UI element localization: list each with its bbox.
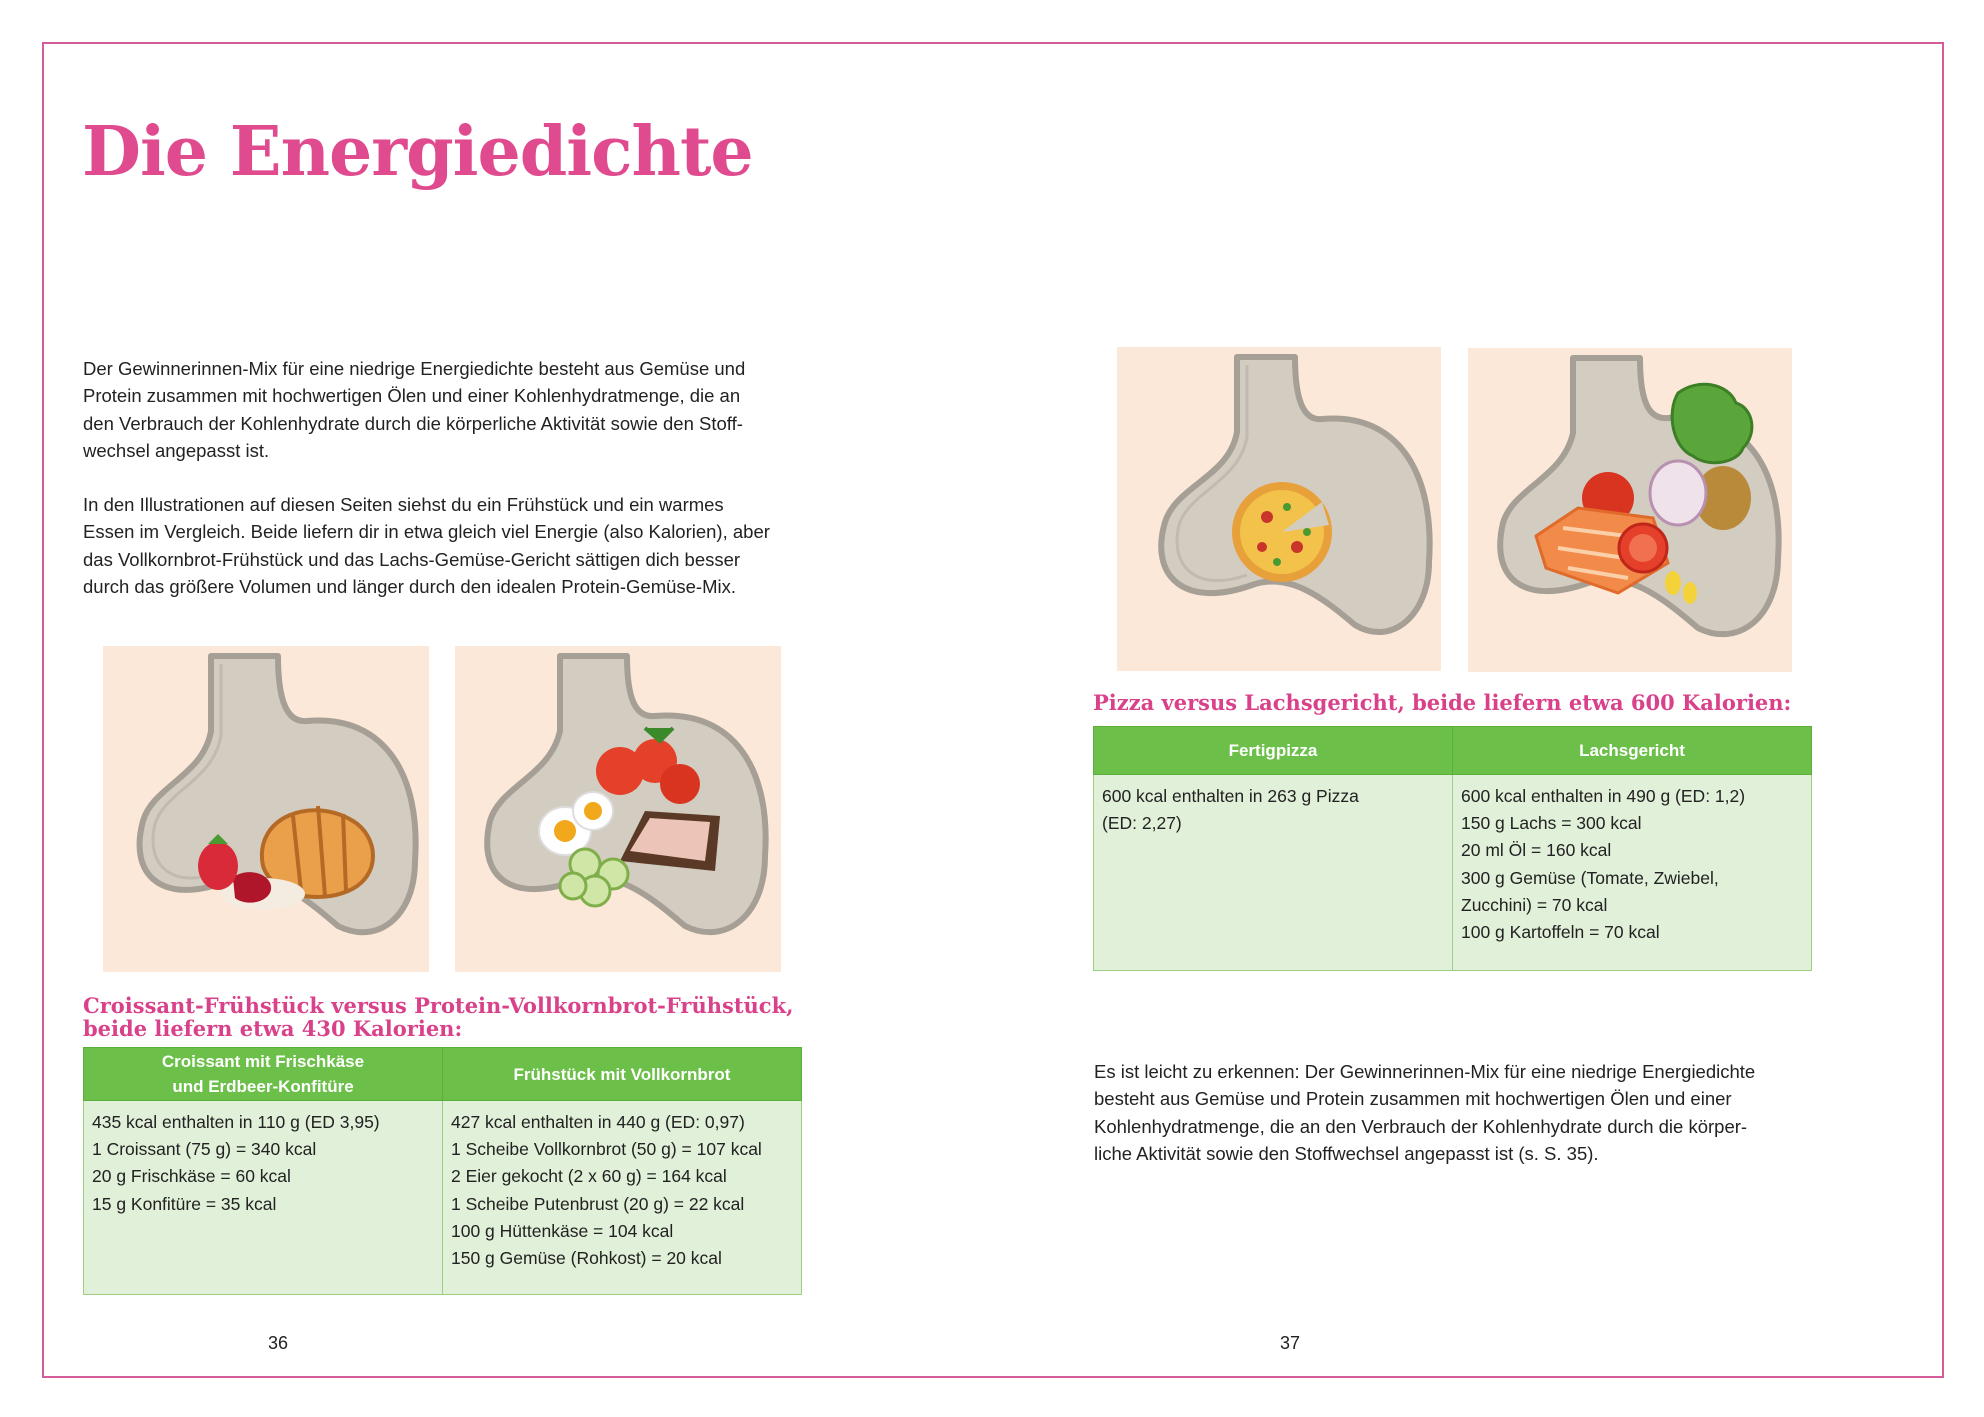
- dinner-caption: Pizza versus Lachsgericht, beide liefern etwa 600 Kalorien:: [1093, 690, 1792, 715]
- breakfast-caption: Croissant-Frühstück versus Protein-Vollkornbrot-Frühstück, beide liefern etwa 430 Kalorien:: [83, 993, 794, 1041]
- dinner-col1-cell: 600 kcal enthalten in 263 g Pizza (ED: 2,27): [1094, 775, 1453, 971]
- page-number-right: 37: [1280, 1333, 1301, 1353]
- breakfast-col2-cell: 427 kcal enthalten in 440 g (ED: 0,97) 1 Scheibe Vollkornbrot (50 g) = 107 kcal 2 Eier gekocht (2 x 60 g) = 164 kcal 1 Scheibe Putenbrust (20 g) = 22 kcal 100 g Hüttenkäse = 104 kcal 150 g Gemüse (Rohkost) = 20 kcal: [443, 1101, 802, 1295]
- page-title: Die Energiedichte: [82, 112, 753, 192]
- intro-paragraph-2: In den Illustrationen auf diesen Seiten siehst du ein Frühstück und ein warmes Essen im Vergleich. Beide liefern dir in etwa gleich viel Energie (also Kalorien), aber das Vollkornbrot-Frühstück und das Lachs-Gemüse-Gericht sättigen dich besser durch das größere Volumen und länger durch den idealen Protein-Gemüse-Mix.: [83, 494, 770, 597]
- conclusion-paragraph: Es ist leicht zu erkennen: Der Gewinnerinnen-Mix für eine niedrige Energiedichte besteht aus Gemüse und Protein zusammen mit hochwertigen Ölen und einer Kohlenhydratmenge, die an den Verbrauch der Kohlenhydrate durch die körper- liche Aktivität sowie den Stoffwechsel angepasst ist (s. S. 35).: [1094, 1061, 1756, 1164]
- salmon-stomach-illustration: [1468, 348, 1792, 672]
- breakfast-col1-cell: 435 kcal enthalten in 110 g (ED 3,95) 1 Croissant (75 g) = 340 kcal 20 g Frischkäse = 60 kcal 15 g Konfitüre = 35 kcal: [84, 1101, 443, 1295]
- dinner-comparison-table: [1093, 726, 1812, 971]
- intro-paragraph-1: Der Gewinnerinnen-Mix für eine niedrige Energiedichte besteht aus Gemüse und Protein zusammen mit hochwertigen Ölen und einer Kohlenhydratmenge, die an den Verbrauch der Kohlenhydrate durch die körperliche Aktivität sowie den Stoff- wechsel angepasst ist.: [83, 358, 746, 461]
- dinner-col1-header: Fertigpizza: [1094, 727, 1453, 775]
- croissant-stomach-illustration: [103, 646, 429, 972]
- breakfast-col1-header: Croissant mit Frischkäse und Erdbeer-Konfitüre: [84, 1048, 443, 1101]
- breakfast-comparison-table: [83, 1047, 802, 1295]
- dinner-col2-header: Lachsgericht: [1453, 727, 1812, 775]
- wholegrain-stomach-illustration: [455, 646, 781, 972]
- pizza-stomach-illustration: [1117, 347, 1441, 671]
- breakfast-col2-header: Frühstück mit Vollkornbrot: [443, 1048, 802, 1101]
- dinner-col2-cell: 600 kcal enthalten in 490 g (ED: 1,2) 150 g Lachs = 300 kcal 20 ml Öl = 160 kcal 300 g Gemüse (Tomate, Zwiebel, Zucchini) = 70 kcal 100 g Kartoffeln = 70 kcal: [1453, 775, 1812, 971]
- page-number-left: 36: [268, 1333, 289, 1353]
